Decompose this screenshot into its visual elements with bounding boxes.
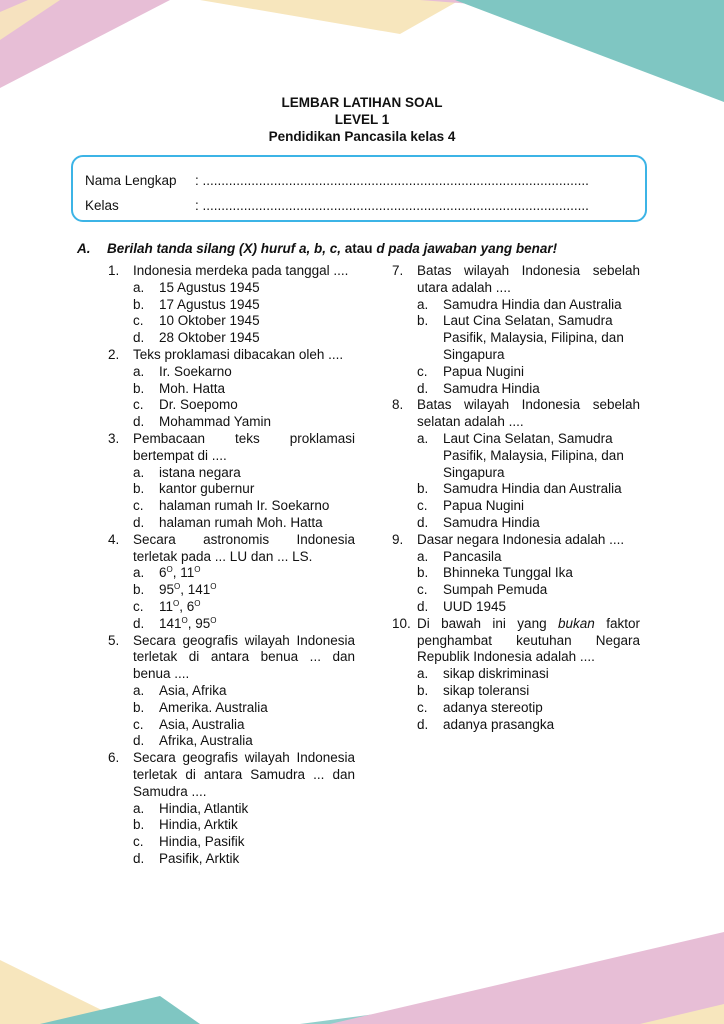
question-number: 8. xyxy=(392,397,404,413)
answer-option[interactable] xyxy=(133,297,355,314)
degree-mark: O xyxy=(194,598,201,608)
option-text xyxy=(159,582,355,599)
question-text: Batas wilayah Indonesia sebelah selatan adalah .... xyxy=(417,397,640,430)
answer-option[interactable] xyxy=(417,364,640,381)
question-text: Teks proklamasi dibacakan oleh .... xyxy=(133,346,344,362)
question-body xyxy=(417,263,640,397)
answer-option[interactable] xyxy=(133,280,355,297)
option-letter: c. xyxy=(417,498,428,514)
section-instruction xyxy=(77,241,557,256)
option-text: UUD 1945 xyxy=(443,598,507,614)
degree-mark: O xyxy=(174,582,181,592)
deco-bottom-right-pink xyxy=(330,932,724,1024)
answer-option[interactable] xyxy=(133,397,355,414)
option-letter: d. xyxy=(417,380,429,396)
class-field[interactable]: : ....................................................................................................... xyxy=(195,198,589,213)
option-letter: b. xyxy=(417,565,429,581)
option-text: Afrika, Australia xyxy=(159,733,253,749)
option-letter: d. xyxy=(133,514,145,530)
option-letter: d. xyxy=(417,598,429,614)
degree-mark: O xyxy=(210,582,217,592)
option-text: Papua Nugini xyxy=(443,363,525,379)
worksheet-title: LEMBAR LATIHAN SOAL xyxy=(281,95,443,110)
option-text: Asia, Australia xyxy=(159,716,245,732)
option-text: istana negara xyxy=(159,464,241,480)
answer-option[interactable] xyxy=(133,817,355,834)
option-text: Samudra Hindia dan Australia xyxy=(443,296,622,312)
answer-option[interactable] xyxy=(133,733,355,750)
option-text: Laut Cina Selatan, Samudra Pasifik, Malaysia, Filipina, dan Singapura xyxy=(443,313,624,362)
degree-mark: O xyxy=(194,565,201,575)
deco-top-left-pink xyxy=(0,0,170,88)
question-text: Pembacaan teks proklamasi bertempat di .... xyxy=(133,430,355,463)
deco-bottom-left-yellow xyxy=(0,960,130,1024)
option-text: Hindia, Arktik xyxy=(159,817,238,833)
answer-option[interactable] xyxy=(417,297,640,314)
question-text: Batas wilayah Indonesia sebelah utara adalah .... xyxy=(417,263,640,295)
question-body xyxy=(133,263,355,347)
option-text: Sumpah Pemuda xyxy=(443,582,548,598)
option-letter: a. xyxy=(417,296,429,312)
deco-bottom-left-teal xyxy=(40,996,200,1024)
class-row xyxy=(85,198,633,216)
option-text-part: 95 xyxy=(159,582,175,598)
questions-right-column xyxy=(392,263,640,733)
question-text xyxy=(417,616,640,666)
option-letter: a. xyxy=(133,279,145,295)
degree-mark: O xyxy=(210,615,217,625)
question-body xyxy=(133,750,355,868)
answer-option[interactable] xyxy=(417,565,640,582)
option-letter: b. xyxy=(133,582,145,598)
question-item xyxy=(392,263,640,397)
question-item xyxy=(108,750,355,868)
option-letter: c. xyxy=(417,363,428,379)
worksheet-subject: Pendidikan Pancasila kelas 4 xyxy=(268,129,456,144)
option-text: Asia, Afrika xyxy=(159,682,227,698)
option-text xyxy=(159,599,355,616)
option-letter: a. xyxy=(133,565,145,581)
option-text: Pasifik, Arktik xyxy=(159,850,240,866)
answer-option[interactable] xyxy=(133,498,355,515)
option-text-part: , 95 xyxy=(187,615,211,631)
answer-option[interactable] xyxy=(133,834,355,851)
question-text: Secara astronomis Indonesia terletak pada ... LU dan ... LS. xyxy=(133,531,355,564)
option-letter: a. xyxy=(417,430,429,446)
option-text: Moh. Hatta xyxy=(159,380,226,396)
answer-option[interactable] xyxy=(417,582,640,599)
option-letter: a. xyxy=(417,666,429,682)
answer-option[interactable] xyxy=(133,683,355,700)
question-number: 10. xyxy=(392,615,411,631)
option-text-part: , 6 xyxy=(179,598,195,614)
answer-option[interactable] xyxy=(417,549,640,566)
name-row xyxy=(85,173,633,191)
answer-option[interactable] xyxy=(417,498,640,515)
option-letter: d. xyxy=(417,514,429,530)
question-text: Secara geografis wilayah Indonesia terletak di antara benua ... dan benua .... xyxy=(133,632,355,682)
question-item xyxy=(392,532,640,616)
option-text-part: 6 xyxy=(159,565,167,581)
option-letter: c. xyxy=(133,313,144,329)
answer-option[interactable] xyxy=(417,515,640,532)
answer-option[interactable] xyxy=(133,515,355,532)
answer-option[interactable] xyxy=(417,717,640,734)
question-text: Dasar negara Indonesia adalah .... xyxy=(417,531,625,547)
name-label: Nama Lengkap xyxy=(85,173,177,188)
option-letter: a. xyxy=(417,548,429,564)
option-letter: a. xyxy=(133,800,145,816)
option-text: halaman rumah Ir. Soekarno xyxy=(159,498,330,514)
option-letter: b. xyxy=(133,817,145,833)
question-body xyxy=(133,347,355,431)
deco-top-right-teal xyxy=(455,0,724,102)
degree-mark: O xyxy=(181,615,188,625)
option-text: Hindia, Pasifik xyxy=(159,834,245,850)
option-letter: c. xyxy=(133,716,144,732)
question-text-part: faktor penghambat keutuhan Negara Republik Indonesia adalah .... xyxy=(417,615,640,665)
option-text: Samudra Hindia xyxy=(443,380,540,396)
question-body xyxy=(417,532,640,616)
option-letter: a. xyxy=(133,464,145,480)
identity-box xyxy=(71,155,647,222)
option-letter: d. xyxy=(417,716,429,732)
answer-option[interactable] xyxy=(133,313,355,330)
questions-left-column xyxy=(108,263,355,868)
option-text: sikap toleransi xyxy=(443,682,530,698)
option-letter: b. xyxy=(417,481,429,497)
option-letter: a. xyxy=(133,363,145,379)
option-letter: c. xyxy=(133,834,144,850)
question-text-emphasis: bukan xyxy=(558,615,595,631)
option-text: Mohammad Yamin xyxy=(159,414,272,430)
instruction-part-1: Berilah tanda silang (X) huruf a, b, c, xyxy=(107,241,342,256)
question-body xyxy=(133,532,355,633)
question-item xyxy=(108,532,355,633)
question-number: 7. xyxy=(392,263,404,278)
option-text: Dr. Soepomo xyxy=(159,397,238,413)
option-text-part: , 141 xyxy=(180,582,211,598)
option-letter: a. xyxy=(133,682,145,698)
answer-option[interactable] xyxy=(133,582,355,599)
option-letter: d. xyxy=(133,330,145,346)
question-text: Indonesia merdeka pada tanggal .... xyxy=(133,263,349,278)
answer-option[interactable] xyxy=(133,565,355,582)
answer-option[interactable] xyxy=(133,465,355,482)
question-item xyxy=(108,263,355,347)
option-letter: b. xyxy=(417,682,429,698)
answer-option[interactable] xyxy=(417,431,640,481)
answer-option[interactable] xyxy=(417,381,640,398)
option-text: Pancasila xyxy=(443,548,502,564)
answer-option[interactable] xyxy=(133,851,355,868)
question-item xyxy=(108,347,355,431)
option-text: Laut Cina Selatan, Samudra Pasifik, Malaysia, Filipina, dan Singapura xyxy=(443,430,624,480)
deco-bottom-right-teal xyxy=(300,968,724,1024)
question-number: 6. xyxy=(108,750,120,766)
answer-option[interactable] xyxy=(417,666,640,683)
option-text: 10 Oktober 1945 xyxy=(159,313,260,329)
question-item xyxy=(392,616,640,734)
question-text-part: Di bawah ini yang xyxy=(417,615,559,631)
option-text: 17 Agustus 1945 xyxy=(159,296,260,312)
answer-option[interactable] xyxy=(133,364,355,381)
option-text: adanya prasangka xyxy=(443,716,555,732)
option-letter: b. xyxy=(133,481,145,497)
deco-top-left-yellow xyxy=(0,0,60,40)
option-text-part: 141 xyxy=(159,615,182,631)
option-text: Samudra Hindia xyxy=(443,514,540,530)
deco-bottom-right-yellow xyxy=(640,1004,724,1024)
option-text: Papua Nugini xyxy=(443,498,525,514)
option-letter: c. xyxy=(133,598,144,614)
answer-option[interactable] xyxy=(133,599,355,616)
question-text: Secara geografis wilayah Indonesia terletak di antara Samudra ... dan Samudra .... xyxy=(133,750,355,799)
option-text: kantor gubernur xyxy=(159,481,255,497)
option-letter: d. xyxy=(133,850,145,866)
answer-option[interactable] xyxy=(133,700,355,717)
question-body xyxy=(133,633,355,751)
answer-option[interactable] xyxy=(417,599,640,616)
question-number: 2. xyxy=(108,346,120,362)
option-text: Ir. Soekarno xyxy=(159,363,232,379)
answer-option[interactable] xyxy=(133,330,355,347)
class-label: Kelas xyxy=(85,198,119,213)
option-letter: b. xyxy=(133,296,145,312)
option-text: Bhinneka Tunggal Ika xyxy=(443,565,573,581)
question-number: 9. xyxy=(392,531,404,547)
worksheet-level: LEVEL 1 xyxy=(334,112,390,127)
option-text: Samudra Hindia dan Australia xyxy=(443,481,622,497)
section-letter: A. xyxy=(77,241,91,256)
option-text-part: , 11 xyxy=(172,565,195,581)
question-item xyxy=(108,431,355,532)
instruction-part-3: d pada jawaban yang benar! xyxy=(376,241,558,256)
option-letter: b. xyxy=(417,313,429,329)
question-number: 4. xyxy=(108,531,120,547)
option-text-part: 11 xyxy=(159,598,174,614)
degree-mark: O xyxy=(173,598,180,608)
degree-mark: O xyxy=(166,565,173,575)
question-number: 1. xyxy=(108,263,120,278)
option-letter: b. xyxy=(133,380,145,396)
option-letter: d. xyxy=(133,615,145,631)
option-text: 15 Agustus 1945 xyxy=(159,279,260,295)
option-letter: c. xyxy=(133,498,144,514)
option-letter: d. xyxy=(133,733,145,749)
answer-option[interactable] xyxy=(133,381,355,398)
option-letter: c. xyxy=(417,699,428,715)
option-text xyxy=(159,616,355,633)
question-number: 5. xyxy=(108,632,120,648)
option-letter: d. xyxy=(133,414,145,430)
answer-option[interactable] xyxy=(417,481,640,498)
question-item xyxy=(108,633,355,751)
option-text: sikap diskriminasi xyxy=(443,666,549,682)
worksheet-header xyxy=(0,94,724,145)
question-item xyxy=(392,397,640,531)
name-field[interactable]: : ....................................................................................................... xyxy=(195,173,589,188)
deco-top-right-pink xyxy=(420,0,724,40)
answer-option[interactable] xyxy=(133,481,355,498)
question-body xyxy=(417,616,640,734)
question-body xyxy=(133,431,355,532)
option-text: halaman rumah Moh. Hatta xyxy=(159,514,323,530)
instruction-part-2: atau xyxy=(341,241,377,256)
answer-option[interactable] xyxy=(417,683,640,700)
answer-option[interactable] xyxy=(417,313,640,363)
question-number: 3. xyxy=(108,430,120,446)
option-text xyxy=(159,565,355,582)
answer-option[interactable] xyxy=(133,616,355,633)
option-letter: b. xyxy=(133,699,145,715)
option-text: Hindia, Atlantik xyxy=(159,800,249,816)
option-letter: c. xyxy=(417,582,428,598)
question-body xyxy=(417,397,640,531)
option-text: adanya stereotip xyxy=(443,699,543,715)
deco-top-right-yellow xyxy=(200,0,460,34)
answer-option[interactable] xyxy=(133,414,355,431)
option-letter: c. xyxy=(133,397,144,413)
answer-option[interactable] xyxy=(133,717,355,734)
answer-option[interactable] xyxy=(133,801,355,818)
option-text: Amerika. Australia xyxy=(159,699,268,715)
answer-option[interactable] xyxy=(417,700,640,717)
option-text: 28 Oktober 1945 xyxy=(159,330,260,346)
